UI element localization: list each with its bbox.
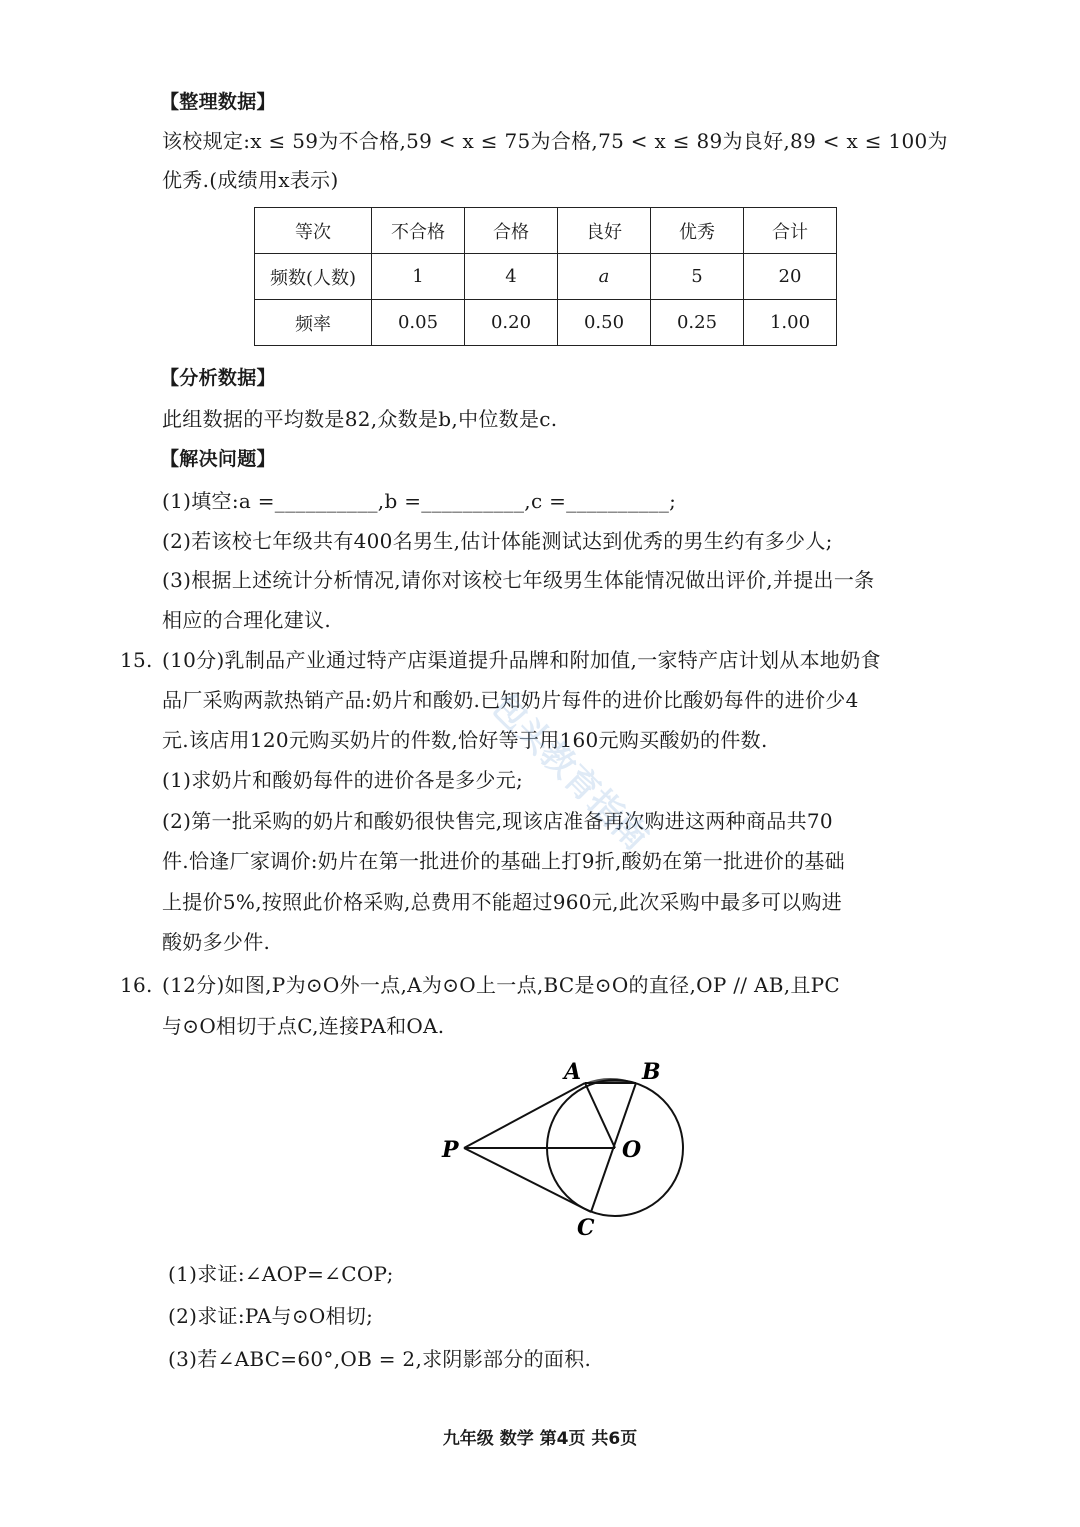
- question-15-number: 15.: [120, 648, 153, 672]
- question-16-number: 16.: [120, 973, 153, 997]
- question-16-line-1: (12分)如图,P为⊙O外一点,A为⊙O上一点,BC是⊙O的直径,OP // AB,且PC: [162, 973, 841, 997]
- analyze-data-text: 此组数据的平均数是82,众数是b,中位数是c.: [162, 407, 558, 431]
- question-15-line-2: 品厂采购两款热销产品:奶片和酸奶.已知奶片每件的进价比酸奶每件的进价少4: [162, 688, 859, 712]
- table-cell: 优秀: [651, 208, 744, 254]
- table-cell: 4: [465, 254, 558, 300]
- table-cell: 0.25: [651, 300, 744, 346]
- question-16-part-3: (3)若∠ABC=60°,OB = 2,求阴影部分的面积.: [168, 1347, 592, 1371]
- table-cell: 0.20: [465, 300, 558, 346]
- table-header-row: [255, 208, 837, 254]
- question-16-part-1: (1)求证:∠AOP=∠COP;: [168, 1262, 394, 1286]
- table-cell: 20: [744, 254, 837, 300]
- table-cell: 良好: [558, 208, 651, 254]
- table-row: [255, 254, 837, 300]
- solve-question-3-line-1: (3)根据上述统计分析情况,请你对该校七年级男生体能情况做出评价,并提出一条: [162, 568, 875, 592]
- table-cell: 1: [372, 254, 465, 300]
- segment-pc: [464, 1148, 591, 1212]
- solve-question-2: (2)若该校七年级共有400名男生,估计体能测试达到优秀的男生约有多少人;: [162, 529, 833, 553]
- label-a: A: [564, 1059, 582, 1085]
- label-p: P: [442, 1137, 459, 1163]
- table-cell: 0.05: [372, 300, 465, 346]
- question-15-part-2-line-2: 件.恰逢厂家调价:奶片在第一批进价的基础上打9折,酸奶在第一批进价的基础: [162, 849, 845, 873]
- question-15-part-1: (1)求奶片和酸奶每件的进价各是多少元;: [162, 768, 524, 792]
- table-cell: 0.50: [558, 300, 651, 346]
- table-cell: 频率: [255, 300, 372, 346]
- solve-question-1: (1)填空:a =__________,b =__________,c =__________;: [162, 489, 677, 513]
- question-15-part-2-line-3: 上提价5%,按照此价格采购,总费用不能超过960元,此次采购中最多可以购进: [162, 890, 843, 914]
- page-footer: 九年级 数学 第4页 共6页: [442, 1429, 638, 1449]
- table-cell: 不合格: [372, 208, 465, 254]
- solve-question-3-line-2: 相应的合理化建议.: [162, 608, 332, 632]
- question-15-line-1: (10分)乳制品产业通过特产店渠道提升品牌和附加值,一家特产店计划从本地奶食: [162, 648, 881, 672]
- grading-rule-line-1: 该校规定:x ≤ 59为不合格,59 < x ≤ 75为合格,75 < x ≤ 89为良好,89 < x ≤ 100为: [162, 129, 948, 153]
- segment-oa: [585, 1083, 615, 1148]
- geometry-diagram: [430, 1055, 700, 1245]
- grade-frequency-table: [254, 207, 837, 346]
- question-16-part-2: (2)求证:PA与⊙O相切;: [168, 1304, 374, 1328]
- table-cell: 1.00: [744, 300, 837, 346]
- label-o: O: [622, 1137, 642, 1163]
- question-16-line-2: 与⊙O相切于点C,连接PA和OA.: [162, 1014, 445, 1038]
- analyze-data-heading: 【分析数据】: [160, 367, 276, 389]
- table-row: [255, 300, 837, 346]
- question-15-part-2-line-1: (2)第一批采购的奶片和酸奶很快售完,现该店准备再次购进这两种商品共70: [162, 809, 833, 833]
- label-c: C: [577, 1215, 595, 1241]
- table-cell: 合计: [744, 208, 837, 254]
- organize-data-heading: 【整理数据】: [160, 91, 276, 113]
- circle-tangent-figure: [430, 1055, 700, 1245]
- label-b: B: [642, 1059, 661, 1085]
- solve-problem-heading: 【解决问题】: [160, 448, 276, 470]
- question-15-part-2-line-4: 酸奶多少件.: [162, 930, 271, 954]
- table-cell: 频数(人数): [255, 254, 372, 300]
- table-cell: 合格: [465, 208, 558, 254]
- table-cell: a: [558, 254, 651, 300]
- question-15-line-3: 元.该店用120元购买奶片的件数,恰好等于用160元购买酸奶的件数.: [162, 728, 768, 752]
- grading-rule-line-2: 优秀.(成绩用x表示): [162, 168, 339, 192]
- watermark-text: 包头教育指南: [483, 685, 656, 859]
- table-cell: 5: [651, 254, 744, 300]
- segment-pa: [464, 1083, 585, 1148]
- table-cell: 等次: [255, 208, 372, 254]
